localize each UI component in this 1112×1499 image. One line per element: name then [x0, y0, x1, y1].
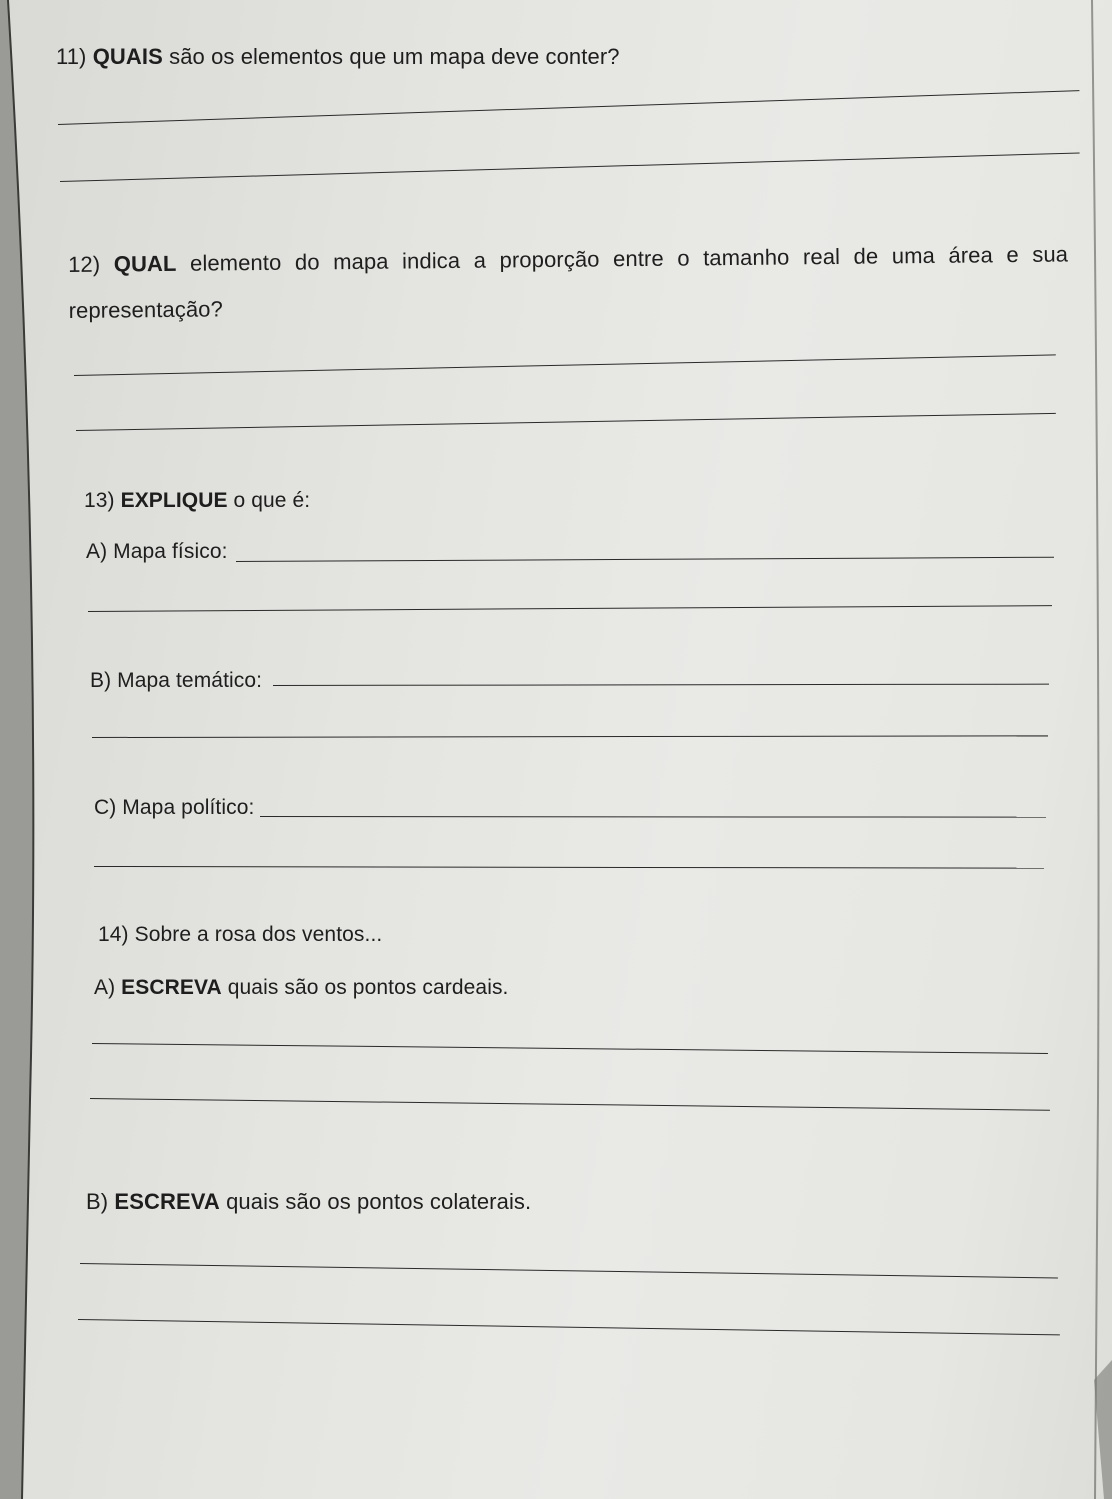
question-text: quais são os pontos colaterais. — [226, 1189, 532, 1214]
answer-line-11-2[interactable] — [60, 153, 1080, 182]
question-12-line-1 — [68, 242, 1068, 278]
question-keyword: ESCREVA — [121, 976, 222, 999]
answer-line-12-2[interactable] — [76, 413, 1056, 431]
answer-line-13c-2[interactable] — [94, 866, 1044, 869]
question-keyword: QUAL — [113, 250, 177, 277]
question-13 — [84, 488, 310, 514]
answer-line-11-1[interactable] — [58, 90, 1079, 125]
item-13b-label: B) Mapa temático: — [90, 669, 263, 692]
question-number: 13) — [84, 489, 115, 512]
question-14-intro: 14) Sobre a rosa dos ventos... — [98, 923, 383, 946]
question-number: 12) — [68, 251, 101, 277]
question-keyword: EXPLIQUE — [120, 489, 228, 512]
answer-line-14b-1[interactable] — [80, 1263, 1058, 1279]
question-text: o que é: — [233, 489, 311, 512]
item-prefix: B) — [86, 1189, 109, 1214]
item-13c-label: C) Mapa político: — [94, 796, 255, 819]
question-number: 11) — [56, 44, 87, 69]
question-12 — [68, 242, 1069, 324]
answer-line-13a-2[interactable] — [88, 605, 1052, 612]
question-keyword: QUAIS — [92, 44, 163, 69]
answer-line-14a-2[interactable] — [90, 1098, 1050, 1111]
answer-line-12-1[interactable] — [74, 354, 1056, 376]
question-text: quais são os pontos cardeais. — [227, 976, 509, 999]
question-keyword: ESCREVA — [114, 1189, 220, 1214]
question-text: elemento do mapa indica a proporção entre o tamanho real de uma área e sua — [189, 241, 1069, 276]
answer-line-14a-1[interactable] — [92, 1043, 1048, 1054]
answer-line-13b-2[interactable] — [92, 735, 1048, 738]
question-14b — [86, 1189, 531, 1215]
answer-line-13a-1[interactable] — [236, 557, 1054, 562]
answer-line-13c-1[interactable] — [260, 816, 1046, 818]
question-text: são os elementos que um mapa deve conter? — [169, 44, 620, 69]
item-prefix: A) — [94, 976, 116, 999]
answer-line-13b-1[interactable] — [273, 684, 1049, 686]
question-14a — [94, 975, 509, 1001]
question-12-line-2: representação? — [68, 296, 224, 323]
question-11 — [56, 44, 620, 70]
answer-line-14b-2[interactable] — [78, 1319, 1060, 1335]
item-13a-label: A) Mapa físico: — [86, 540, 228, 563]
